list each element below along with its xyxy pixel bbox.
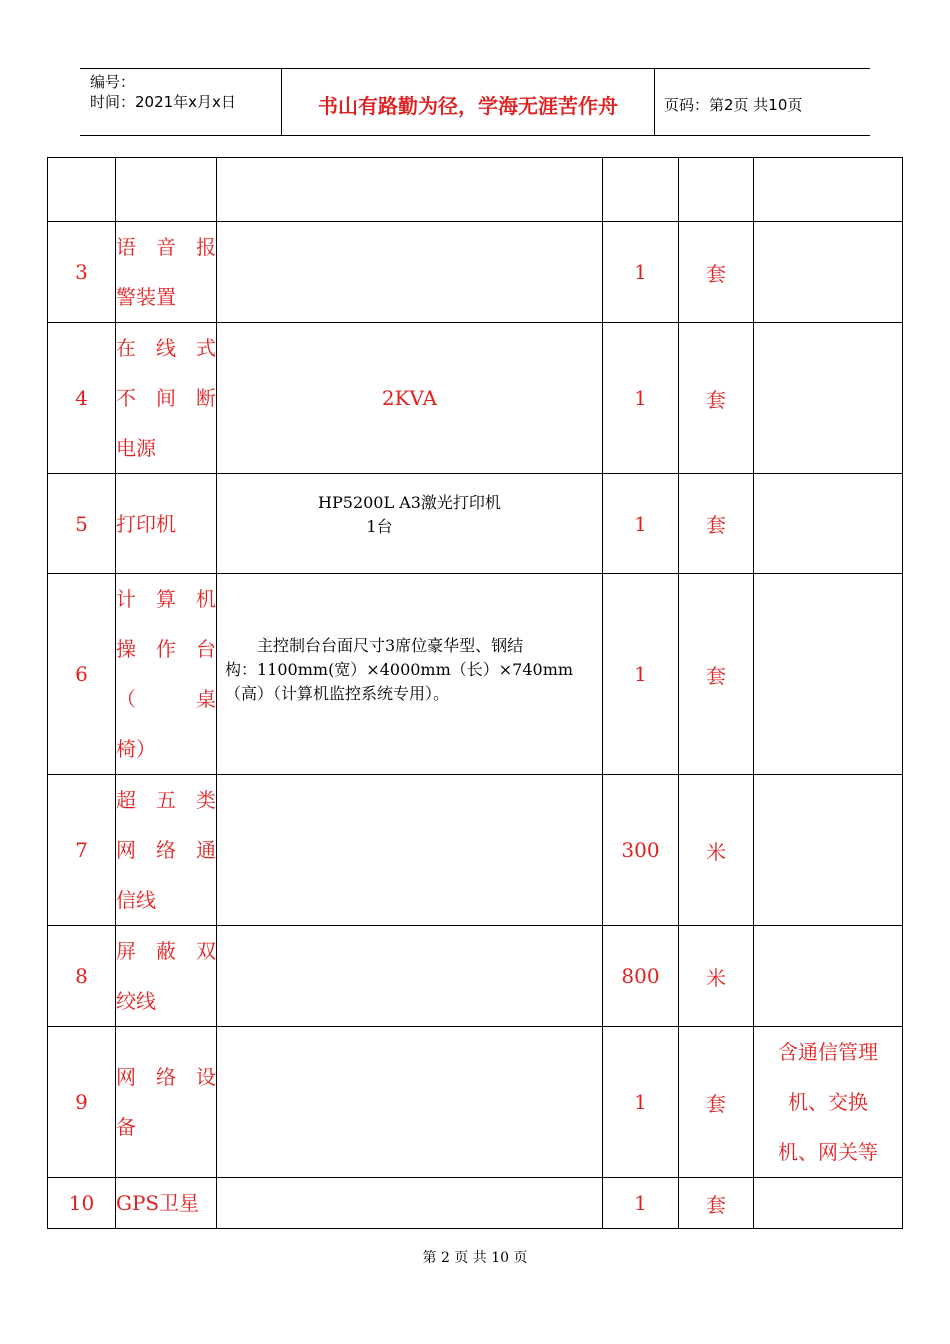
cell-index: 5 (48, 474, 116, 574)
cell-quantity (603, 158, 679, 222)
cell-item-name (116, 222, 217, 323)
cell-index: 8 (48, 926, 116, 1027)
cell-item-name (116, 474, 217, 574)
cell-item-name (116, 574, 217, 775)
item-name-line: 电源 (116, 436, 156, 460)
header-motto: 书山有路勤为径，学海无涯苦作舟 (318, 94, 618, 118)
cell-item-name (116, 323, 217, 474)
cell-specification (217, 158, 603, 222)
item-name-line: 网 络 设 (116, 1065, 216, 1089)
cell-specification (217, 222, 603, 323)
item-name-line: 备 (116, 1115, 136, 1139)
page-footer: 第 2 页 共 10 页 (422, 1250, 528, 1266)
cell-unit: 套 (679, 222, 754, 323)
cell-remark (754, 775, 903, 926)
cell-item-name (116, 1027, 217, 1178)
header-page-code: 页码：第2页 共10页 (664, 96, 803, 114)
remark-line: 含通信管理 (778, 1040, 878, 1064)
header-number-label: 编号： (90, 73, 136, 91)
cell-specification (217, 474, 603, 574)
cell-unit: 米 (679, 775, 754, 926)
cell-index: 6 (48, 574, 116, 775)
header-time-label: 时间：2021年x月x日 (90, 93, 236, 111)
item-name-line: 在 线 式 (116, 336, 216, 360)
item-name-line: 操 作 台 (116, 637, 216, 661)
item-name-line: 网 络 通 (116, 838, 216, 862)
item-name-line: 信线 (116, 888, 156, 912)
cell-quantity: 1 (603, 1178, 679, 1229)
table-row (48, 574, 903, 775)
cell-item-name (116, 926, 217, 1027)
table-row (48, 1027, 903, 1178)
specification-line: 1台 (366, 516, 393, 536)
cell-specification (217, 775, 603, 926)
specification-text: 2KVA (381, 386, 438, 410)
header-top-rule (80, 68, 870, 69)
item-name-line: 屏 蔽 双 (116, 939, 216, 963)
remark-line: 机、交换 (788, 1090, 868, 1114)
cell-unit: 套 (679, 1178, 754, 1229)
item-name-line: 超 五 类 (116, 788, 216, 812)
table-row (48, 1178, 903, 1229)
cell-item-name (116, 775, 217, 926)
cell-index: 10 (48, 1178, 116, 1229)
cell-index: 9 (48, 1027, 116, 1178)
equipment-table (47, 157, 903, 1229)
cell-specification (217, 574, 603, 775)
table-row (48, 158, 903, 222)
cell-remark (754, 926, 903, 1027)
specification-line: HP5200L A3激光打印机 (318, 492, 501, 512)
cell-unit (679, 158, 754, 222)
cell-specification (217, 926, 603, 1027)
cell-specification (217, 323, 603, 474)
cell-remark (754, 1027, 903, 1178)
item-name-line: 绞线 (116, 989, 156, 1013)
specification-line: 构：1100mm(宽）×4000mm（长）×740mm (225, 660, 574, 679)
item-name-line: 不 间 断 (116, 386, 216, 410)
cell-unit: 套 (679, 474, 754, 574)
cell-remark (754, 574, 903, 775)
cell-quantity: 1 (603, 574, 679, 775)
cell-quantity: 1 (603, 222, 679, 323)
item-name-line: 计 算 机 (116, 587, 216, 611)
remark-line: 机、网关等 (778, 1140, 878, 1164)
table-row (48, 222, 903, 323)
cell-quantity: 300 (603, 775, 679, 926)
item-name-line: 语 音 报 (116, 235, 216, 259)
cell-remark (754, 158, 903, 222)
cell-unit: 套 (679, 1027, 754, 1178)
cell-quantity: 800 (603, 926, 679, 1027)
item-name-line: 椅） (116, 737, 156, 761)
cell-quantity: 1 (603, 474, 679, 574)
cell-unit: 套 (679, 574, 754, 775)
item-name-line: 警装置 (116, 285, 176, 309)
cell-specification (217, 1178, 603, 1229)
cell-unit: 套 (679, 323, 754, 474)
cell-index: 4 (48, 323, 116, 474)
table-row (48, 474, 903, 574)
table-row (48, 775, 903, 926)
item-name-line: （ 桌 (116, 687, 216, 711)
cell-remark (754, 474, 903, 574)
item-name-line: GPS卫星 (116, 1191, 200, 1215)
cell-quantity: 1 (603, 323, 679, 474)
cell-item-name (116, 158, 217, 222)
header-bottom-rule (80, 135, 870, 136)
cell-index: 7 (48, 775, 116, 926)
specification-line: （高）（计算机监控系统专用）。 (225, 684, 450, 703)
cell-unit: 米 (679, 926, 754, 1027)
cell-quantity: 1 (603, 1027, 679, 1178)
cell-remark (754, 323, 903, 474)
cell-remark (754, 222, 903, 323)
header-separator-right (654, 68, 655, 136)
item-name-line: 打印机 (116, 511, 176, 536)
table-row (48, 323, 903, 474)
cell-index: 3 (48, 222, 116, 323)
cell-item-name (116, 1178, 217, 1229)
table-row (48, 926, 903, 1027)
cell-index (48, 158, 116, 222)
cell-specification (217, 1027, 603, 1178)
specification-line: 主控制台台面尺寸3席位豪华型、钢结 (225, 636, 524, 655)
cell-remark (754, 1178, 903, 1229)
